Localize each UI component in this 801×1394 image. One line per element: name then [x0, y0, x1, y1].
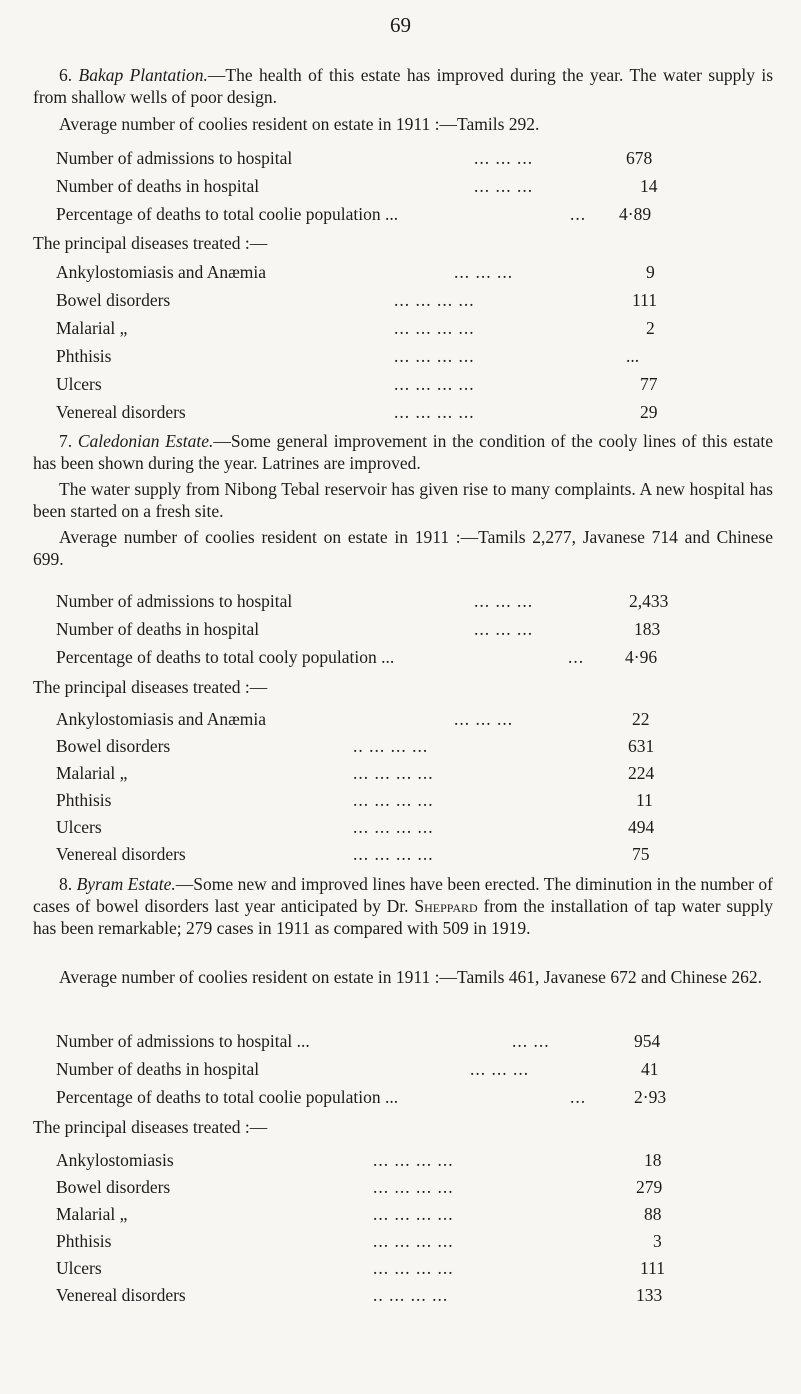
- section-intro-cont: from the installation of tap water supply has been remarkable; 279 cases in 1911 as compared with 509 in 1919.: [33, 896, 774, 938]
- diseases-heading: The principal diseases treated :—: [33, 677, 268, 697]
- stat-value: 183: [634, 619, 661, 639]
- average-line: Average number of coolies resident on estate in 1911 :—Tamils 461, Javanese 672 and Chinese 262.: [59, 967, 762, 987]
- section-number: 8.: [59, 874, 73, 894]
- disease-label: Malarial „: [56, 1204, 128, 1224]
- section-7-intro: [33, 430, 773, 474]
- leader-dots: .. ... ... ...: [353, 736, 429, 756]
- average-line: Average number of coolies resident on estate in 1911 :—Tamils 2,277, Javanese 714 and Chinese 699.: [33, 527, 773, 569]
- leader-dots: ... ... ... ...: [353, 790, 434, 810]
- leader-dots: ... ... ...: [454, 709, 514, 729]
- doctor-name: Sheppard: [414, 896, 478, 916]
- disease-label: Malarial „: [56, 763, 128, 783]
- disease-value: 224: [628, 763, 655, 783]
- disease-value: 111: [640, 1258, 665, 1278]
- disease-value: 29: [640, 402, 658, 422]
- section-7-para2: The water supply from Nibong Tebal reservoir has given rise to many complaints. A new hospital has been started on a fresh site.: [33, 479, 773, 521]
- leader-dots: ...: [570, 204, 587, 224]
- disease-label: Phthisis: [56, 1231, 112, 1251]
- leader-dots: ... ... ... ...: [394, 402, 475, 422]
- leader-dots: ...: [568, 647, 585, 667]
- disease-value: 22: [632, 709, 650, 729]
- disease-value: ...: [626, 346, 640, 366]
- stat-label: Number of deaths in hospital: [56, 619, 260, 639]
- stat-label: Percentage of deaths to total coolie population ...: [56, 1087, 399, 1107]
- disease-label: Ulcers: [56, 817, 102, 837]
- stat-label: Number of deaths in hospital: [56, 176, 260, 196]
- leader-dots: ... ... ... ...: [353, 844, 434, 864]
- leader-dots: ... ...: [512, 1031, 550, 1051]
- disease-label: Phthisis: [56, 790, 112, 810]
- leader-dots: ... ... ...: [474, 148, 534, 168]
- leader-dots: ... ... ... ...: [394, 290, 475, 310]
- leader-dots: ... ... ...: [474, 591, 534, 611]
- disease-value: 77: [640, 374, 658, 394]
- disease-label: Malarial „: [56, 318, 128, 338]
- disease-value: 133: [636, 1285, 663, 1305]
- disease-value: 2: [646, 318, 655, 338]
- leader-dots: ... ... ... ...: [394, 374, 475, 394]
- stat-value: 41: [641, 1059, 659, 1079]
- stat-value: 678: [626, 148, 653, 168]
- disease-label: Ulcers: [56, 374, 102, 394]
- section-6-intro: [33, 64, 773, 108]
- stat-value: 14: [640, 176, 658, 196]
- disease-value: 11: [636, 790, 653, 810]
- leader-dots: ... ... ... ...: [353, 763, 434, 783]
- leader-dots: ... ... ... ...: [394, 318, 475, 338]
- stat-label: Percentage of deaths to total cooly population ...: [56, 647, 395, 667]
- disease-label: Ulcers: [56, 1258, 102, 1278]
- leader-dots: ... ... ...: [470, 1059, 530, 1079]
- disease-value: 3: [653, 1231, 662, 1251]
- section-number: 7.: [59, 431, 73, 451]
- disease-value: 75: [632, 844, 650, 864]
- section-intro: —The health of this estate has improved during the year. The water supply is from shallow wells of poor design.: [33, 65, 774, 107]
- disease-value: 494: [628, 817, 655, 837]
- stat-label: Number of admissions to hospital: [56, 591, 293, 611]
- disease-label: Venereal disorders: [56, 402, 186, 422]
- leader-dots: ... ... ... ...: [373, 1258, 454, 1278]
- leader-dots: .. ... ... ...: [373, 1285, 449, 1305]
- disease-label: Bowel disorders: [56, 290, 171, 310]
- section-number: 6.: [59, 65, 73, 85]
- leader-dots: ... ... ... ...: [373, 1177, 454, 1197]
- stat-value: 954: [634, 1031, 661, 1051]
- diseases-heading: The principal diseases treated :—: [33, 233, 268, 253]
- stat-label: Percentage of deaths to total coolie population ...: [56, 204, 399, 224]
- stat-value: 4·89: [619, 204, 652, 224]
- leader-dots: ... ... ...: [474, 176, 534, 196]
- leader-dots: ... ... ...: [454, 262, 514, 282]
- estate-name: Byram Estate.: [76, 874, 176, 894]
- leader-dots: ... ... ... ...: [353, 817, 434, 837]
- stat-value: 2,433: [629, 591, 669, 611]
- disease-label: Phthisis: [56, 346, 112, 366]
- section-8-intro: [33, 873, 773, 939]
- estate-name: Bakap Plantation.: [78, 65, 208, 85]
- leader-dots: ... ... ... ...: [394, 346, 475, 366]
- average-line: Average number of coolies resident on estate in 1911 :—Tamils 292.: [59, 114, 540, 134]
- stat-label: Number of deaths in hospital: [56, 1059, 260, 1079]
- stat-label: Number of admissions to hospital ...: [56, 1031, 310, 1051]
- disease-label: Bowel disorders: [56, 736, 171, 756]
- estate-name: Caledonian Estate.: [77, 431, 214, 451]
- disease-label: Ankylostomiasis and Anæmia: [56, 262, 266, 282]
- disease-value: 18: [644, 1150, 662, 1170]
- leader-dots: ... ... ... ...: [373, 1231, 454, 1251]
- disease-value: 631: [628, 736, 655, 756]
- disease-label: Ankylostomiasis and Anæmia: [56, 709, 266, 729]
- disease-label: Bowel disorders: [56, 1177, 171, 1197]
- leader-dots: ...: [570, 1087, 587, 1107]
- disease-label: Venereal disorders: [56, 844, 186, 864]
- stat-value: 4·96: [625, 647, 658, 667]
- diseases-heading: The principal diseases treated :—: [33, 1117, 268, 1137]
- section-intro: —Some new and improved lines have been erected. The diminution in the number of cases of bowel disorders last year anticipated by Dr.: [33, 874, 774, 916]
- disease-value: 111: [632, 290, 657, 310]
- stat-value: 2·93: [634, 1087, 667, 1107]
- stat-label: Number of admissions to hospital: [56, 148, 293, 168]
- section-intro: —Some general improvement in the condition of the cooly lines of this estate has been shown during the year. Latrines are improved.: [33, 431, 773, 473]
- leader-dots: ... ... ... ...: [373, 1204, 454, 1224]
- leader-dots: ... ... ... ...: [373, 1150, 454, 1170]
- leader-dots: ... ... ...: [474, 619, 534, 639]
- disease-label: Venereal disorders: [56, 1285, 186, 1305]
- disease-label: Ankylostomiasis: [56, 1150, 174, 1170]
- disease-value: 88: [644, 1204, 662, 1224]
- disease-value: 279: [636, 1177, 663, 1197]
- page-number: 69: [390, 13, 411, 37]
- disease-value: 9: [646, 262, 655, 282]
